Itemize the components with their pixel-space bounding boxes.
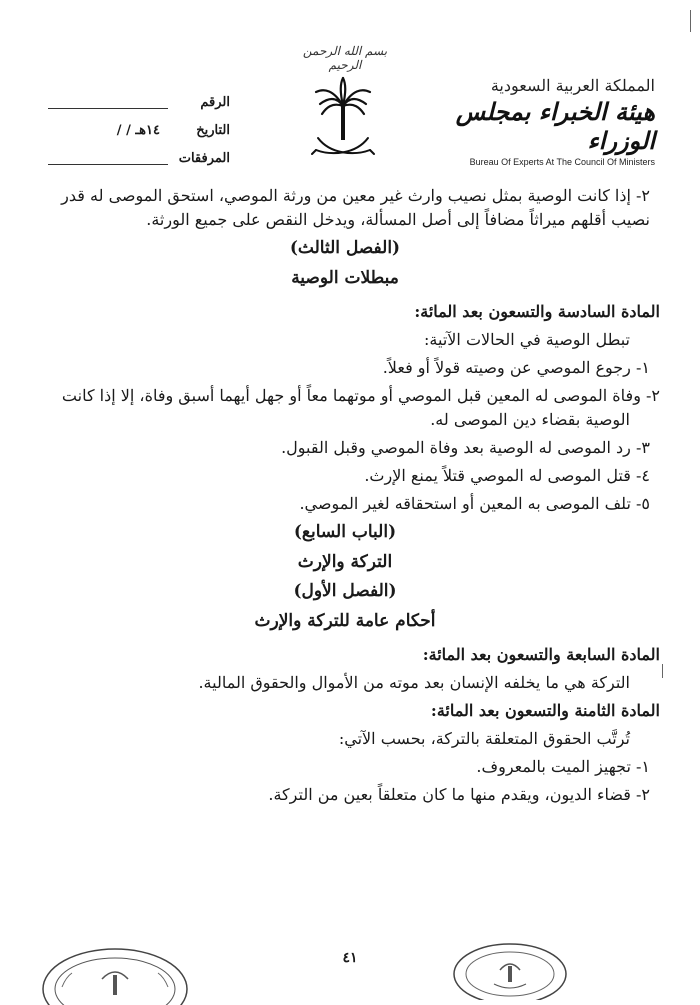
chapter-heading: (الفصل الثالث) [289,238,401,258]
number-label: الرقم [200,94,230,110]
chapter-heading: (الفصل الأول) [293,581,397,601]
part-heading: (الباب السابع) [293,522,397,542]
article-heading: المادة السابعة والتسعون بعد المائة: [422,645,660,664]
paragraph: ٢- إذا كانت الوصية بمثل نصيب وارث غير معين من ورثة الموصي، استحق الموصى له قدر [61,186,650,205]
date-label: التاريخ [196,122,230,138]
date-field [30,116,230,144]
reference-fields [30,88,230,172]
list-item-continuation: الوصية بقضاء دين الموصى له. [430,410,630,429]
margin-mark [662,664,663,678]
attachments-label: المرفقات [178,150,230,166]
basmala: بسم الله الرحمن الرحيم [302,44,388,72]
paragraph: التركة هي ما يخلفه الإنسان بعد موته من الأموال والحقوق المالية. [198,673,630,692]
bureau-name-arabic: هيئة الخبراء بمجلس الوزراء [455,97,655,155]
list-item: ٣- رد الموصى له الوصية بعد وفاة الموصي وقبل القبول. [281,438,650,457]
list-item: ٢- وفاة الموصى له المعين قبل الموصي أو موتهما معاً أو جهل أيهما أسبق وفاة، إلا إذا كانت [61,386,660,405]
saudi-emblem-icon [310,72,376,168]
attachments-field [30,144,230,172]
number-line [48,96,168,109]
number-field [30,88,230,116]
list-item: ٢- قضاء الديون، ويقدم منها ما كان متعلقاً بعين من التركة. [268,785,650,804]
official-seal-icon [40,945,190,1005]
chapter-title: أحكام عامة للتركة والإرث [254,610,436,631]
margin-mark [690,10,691,32]
list-item: ١- تجهيز الميت بالمعروف. [476,757,650,776]
kingdom-name: المملكة العربية السعودية [490,76,655,95]
letterhead-block [455,76,655,167]
paragraph: تُرتَّب الحقوق المتعلقة بالتركة، بحسب الآتي: [338,729,630,748]
page-number: ٤١ [342,950,358,966]
official-stamp-icon [450,940,570,1000]
list-item: ٤- قتل الموصى له الموصي قتلاً يمنع الإرث. [364,466,650,485]
article-heading: المادة السادسة والتسعون بعد المائة: [414,302,660,321]
bureau-name-english: Bureau Of Experts At The Council Of Ministers [469,157,655,167]
list-item: ٥- تلف الموصى به المعين أو استحقاقه لغير الموصي. [299,494,650,513]
list-item: ١- رجوع الموصي عن وصيته قولاً أو فعلاً. [382,358,650,377]
paragraph: تبطل الوصية في الحالات الآتية: [424,330,630,349]
attachments-line [48,152,168,165]
paragraph: نصيب أقلهم ميراثاً مضافاً إلى أصل المسألة، ويدخل النقص على جميع الورثة. [146,210,650,229]
article-heading: المادة الثامنة والتسعون بعد المائة: [430,701,660,720]
chapter-title: مبطلات الوصية [291,267,399,288]
document-body [30,184,660,807]
date-value: / / ١٤هـ [116,122,160,138]
part-title: التركة والإرث [297,551,393,572]
